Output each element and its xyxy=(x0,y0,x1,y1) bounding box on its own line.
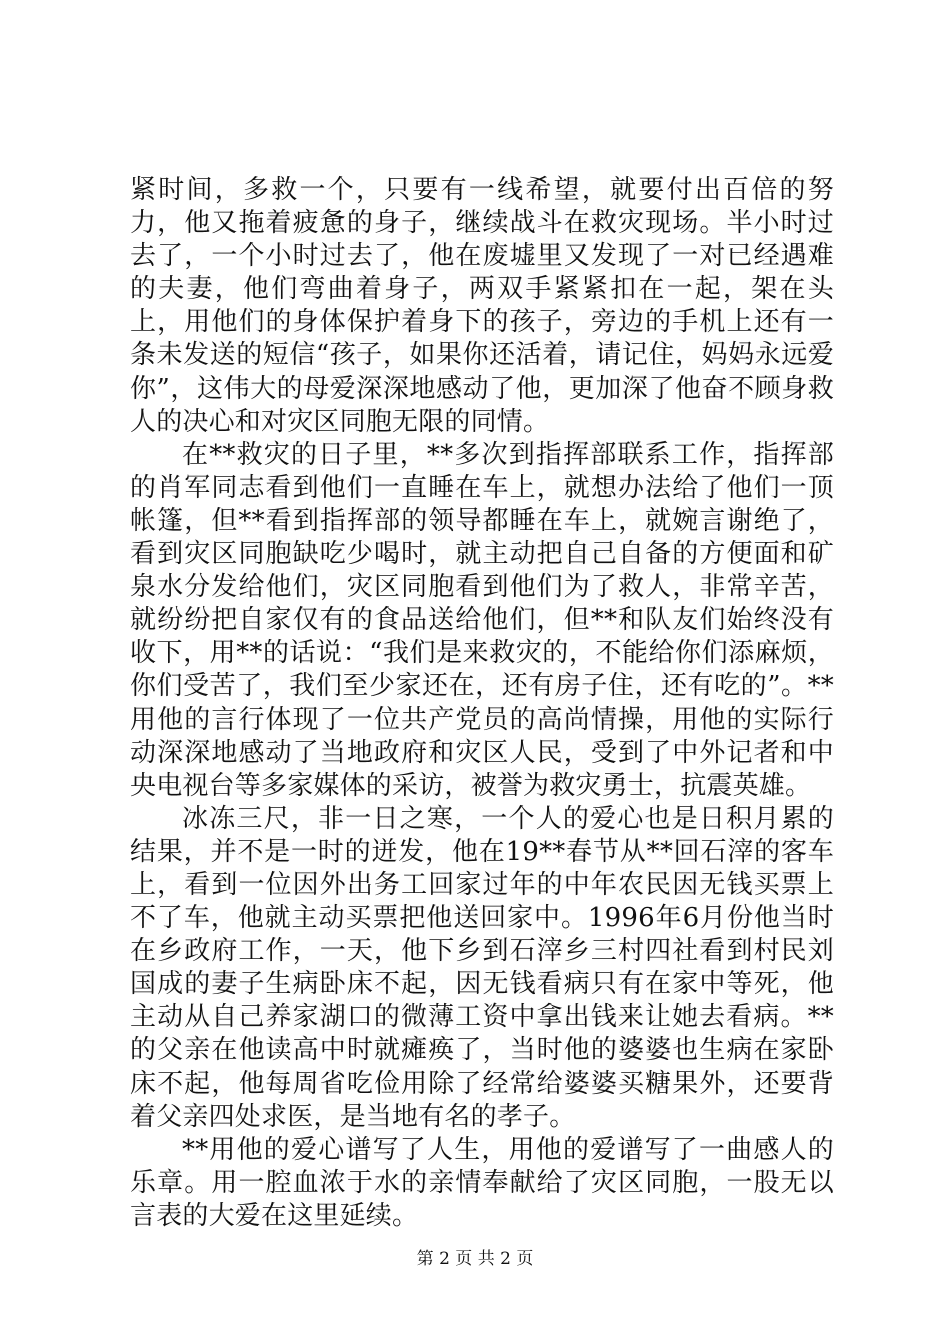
paragraph-caring-history: 冰冻三尺，非一日之寒，一个人的爱心也是日积月累的结果，并不是一时的迸发，他在19**春节从**回石滓的客车上，看到一位因外出务工回家过年的中年农民因无钱买票上不了车，他就主动买票把他送回家中。1996年6月份他当时在乡政府工作，一天，他下乡到石滓乡三村四社看到村民刘国成的妻子生病卧床不起，因无钱看病只有在家中等死，他主动从自己养家湖口的微薄工资中拿出钱来让她去看病。**的父亲在他读高中时就瘫痪了，当时他的婆婆也生病在家卧床不起，他每周省吃俭用除了经常给婆婆买糖果外，还要背着父亲四处求医，是当地有名的孝子。 xyxy=(130,803,834,1132)
paragraph-relief-days: 在**救灾的日子里，**多次到指挥部联系工作，指挥部的肖军同志看到他们一直睡在车上，就想办法给了他们一顶帐篷，但**看到指挥部的领导都睡在车上，就婉言谢绝了，看到灾区同胞缺吃少喝时，就主动把自己自备的方便面和矿泉水分发给他们，灾区同胞看到他们为了救人，非常辛苦，就纷纷把自家仅有的食品送给他们，但**和队友们始终没有收下，用**的话说：“我们是来救灾的，不能给你们添麻烦，你们受苦了，我们至少家还在，还有房子住，还有吃的”。**用他的言行体现了一位共产党员的高尚情操，用他的实际行动深深地感动了当地政府和灾区人民，受到了中外记者和中央电视台等多家媒体的采访，被誉为救灾勇士，抗震英雄。 xyxy=(130,439,834,801)
paragraph-conclusion: **用他的爱心谱写了人生，用他的爱谱写了一曲感人的乐章。用一腔血浓于水的亲情奉献给了灾区同胞，一股无以言表的大爱在这里延续。 xyxy=(130,1134,834,1231)
document-body xyxy=(130,174,834,1233)
paragraph-continuation: 紧时间，多救一个，只要有一线希望，就要付出百倍的努力，他又拖着疲惫的身子，继续战斗在救灾现场。半小时过去了，一个小时过去了，他在废墟里又发现了一对已经遇难的夫妻，他们弯曲着身子，两双手紧紧扣在一起，架在头上，用他们的身体保护着身下的孩子，旁边的手机上还有一条未发送的短信“孩子，如果你还活着，请记住，妈妈永远爱你”，这伟大的母爱深深地感动了他，更加深了他奋不顾身救人的决心和对灾区同胞无限的同情。 xyxy=(130,175,834,437)
page-number-footer: 第 2 页 共 2 页 xyxy=(416,1249,534,1269)
